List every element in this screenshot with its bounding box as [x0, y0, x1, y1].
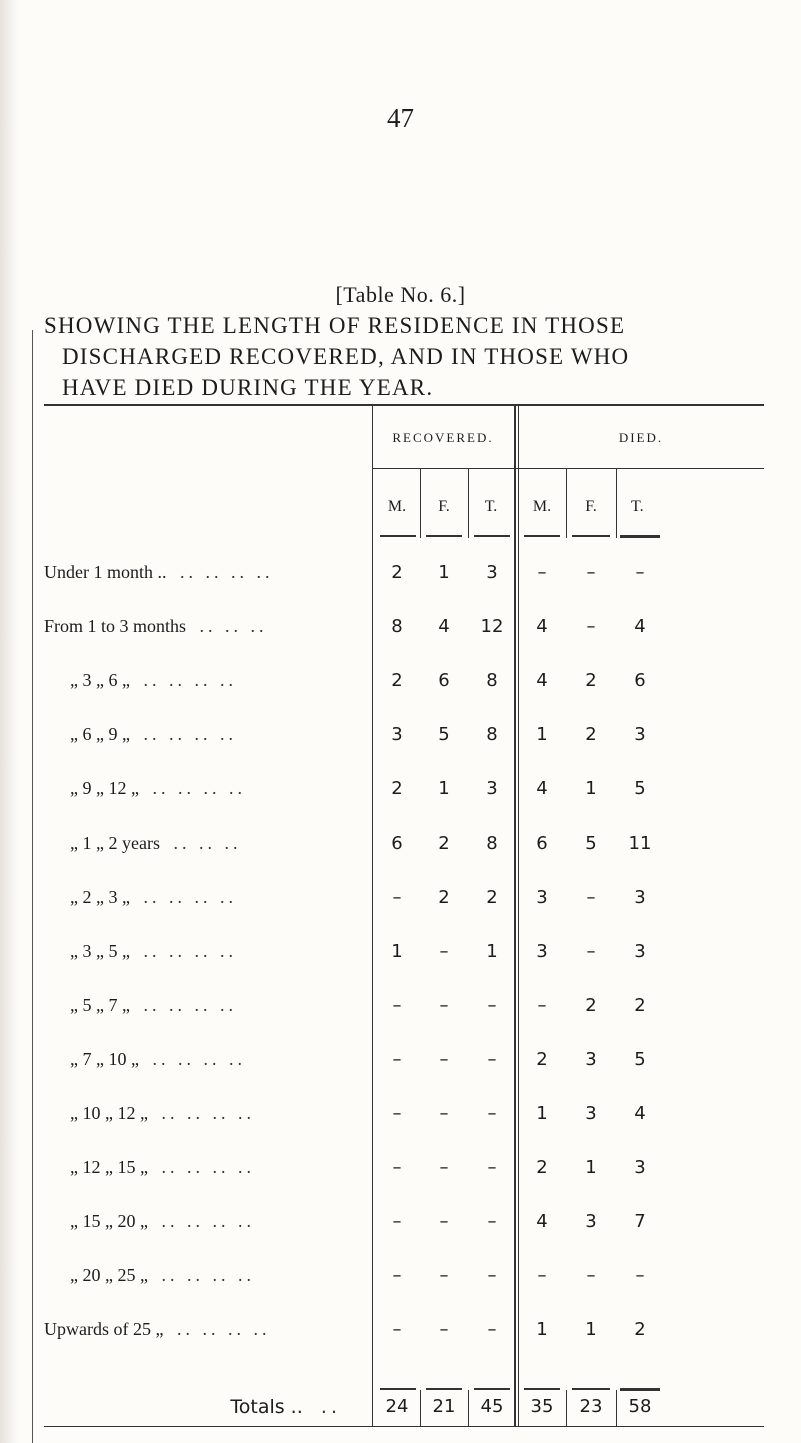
totals-recovered-t: 45 [480, 1396, 504, 1417]
row-label: Under 1 month .. .. .. .. .. [44, 562, 274, 582]
cell-recovered-t: 2 [486, 887, 498, 908]
cell-recovered-f: 1 [438, 778, 450, 799]
table-row [0, 562, 801, 592]
cell-died-m: 2 [536, 1049, 548, 1070]
cell-died-f: 1 [585, 1157, 597, 1178]
cell-recovered-m: 2 [391, 670, 403, 691]
cell-died-t: 3 [634, 941, 646, 962]
cell-recovered-f: – [439, 1265, 449, 1286]
col-header-recovered-m: M. [387, 498, 407, 515]
cell-died-f: – [586, 1265, 596, 1286]
totals-died-t: 58 [628, 1396, 652, 1417]
cell-died-t: – [635, 1265, 645, 1286]
cell-recovered-t: – [487, 995, 497, 1016]
row-label: „ 12 „ 15 „ .. .. .. .. [70, 1157, 255, 1177]
cell-died-m: 1 [536, 1103, 548, 1124]
cell-recovered-t: 3 [486, 562, 498, 583]
cell-recovered-t: – [487, 1103, 497, 1124]
cell-recovered-m: – [392, 887, 402, 908]
title-line-2: DISCHARGED RECOVERED, AND IN THOSE WHO [62, 344, 630, 369]
cell-recovered-m: – [392, 1103, 402, 1124]
cell-died-m: – [537, 1265, 547, 1286]
col-header-underline-4 [524, 535, 560, 537]
col-header-underline-2 [426, 535, 462, 537]
totals-underline-4 [524, 1388, 560, 1390]
cell-died-t: 6 [634, 670, 646, 691]
cell-died-t: 2 [634, 995, 646, 1016]
table-number: [Table No. 6.] [335, 282, 466, 307]
row-label: „ 5 „ 7 „ .. .. .. .. [70, 995, 237, 1015]
row-label: „ 10 „ 12 „ .. .. .. .. [70, 1103, 255, 1123]
cell-recovered-m: – [392, 995, 402, 1016]
cell-died-t: 5 [634, 1049, 646, 1070]
table-row [0, 1265, 801, 1295]
row-label: „ 15 „ 20 „ .. .. .. .. [70, 1211, 255, 1231]
row-label: „ 7 „ 10 „ .. .. .. .. [70, 1049, 246, 1069]
cell-recovered-t: 8 [486, 670, 498, 691]
totals-underline-5 [572, 1388, 610, 1390]
group-underline [372, 468, 764, 469]
cell-recovered-m: – [392, 1211, 402, 1232]
cell-recovered-t: – [487, 1319, 497, 1340]
cell-recovered-t: – [487, 1265, 497, 1286]
col-header-underline-5 [572, 535, 610, 537]
cell-died-f: – [586, 941, 596, 962]
cell-recovered-f: – [439, 941, 449, 962]
title-line-1: SHOWING THE LENGTH OF RESIDENCE IN THOSE [44, 313, 626, 338]
cell-died-m: 3 [536, 941, 548, 962]
cell-recovered-t: 3 [486, 778, 498, 799]
cell-died-f: 5 [585, 833, 597, 854]
cell-died-f: 3 [585, 1103, 597, 1124]
cell-died-t: 7 [634, 1211, 646, 1232]
table-row [0, 1103, 801, 1133]
cell-died-m: 2 [536, 1157, 548, 1178]
cell-died-f: – [586, 616, 596, 637]
row-label: „ 3 „ 6 „ .. .. .. .. [70, 670, 237, 690]
cell-recovered-t: 8 [486, 724, 498, 745]
cell-recovered-m: 3 [391, 724, 403, 745]
table-bottom-rule [44, 1426, 764, 1427]
cell-recovered-m: – [392, 1157, 402, 1178]
row-label: „ 20 „ 25 „ .. .. .. .. [70, 1265, 255, 1285]
totals-recovered-f: 21 [432, 1396, 456, 1417]
row-label: „ 3 „ 5 „ .. .. .. .. [70, 941, 237, 961]
row-label: „ 1 „ 2 years .. .. .. [70, 833, 242, 853]
cell-recovered-t: 1 [486, 941, 498, 962]
cell-recovered-m: 8 [391, 616, 403, 637]
col-header-underline-6 [620, 535, 660, 538]
cell-died-f: 2 [585, 724, 597, 745]
cell-died-m: – [537, 995, 547, 1016]
cell-died-m: 6 [536, 833, 548, 854]
cell-died-t: 4 [634, 1103, 646, 1124]
row-label: From 1 to 3 months .. .. .. [44, 616, 268, 636]
col-header-underline-3 [474, 535, 510, 537]
cell-died-m: 1 [536, 1319, 548, 1340]
totals-underline-2 [426, 1388, 462, 1390]
row-label: „ 9 „ 12 „ .. .. .. .. [70, 778, 246, 798]
cell-recovered-m: – [392, 1265, 402, 1286]
cell-recovered-m: 1 [391, 941, 403, 962]
table-row [0, 724, 801, 754]
cell-recovered-t: – [487, 1211, 497, 1232]
totals-died-f: 23 [579, 1396, 603, 1417]
cell-recovered-f: 4 [438, 616, 450, 637]
row-label: Upwards of 25 „ .. .. .. .. [44, 1319, 271, 1339]
cell-recovered-f: – [439, 1157, 449, 1178]
col-header-died-t: T. [631, 498, 644, 515]
table-top-rule [44, 404, 764, 406]
cell-died-t: 3 [634, 724, 646, 745]
cell-died-t: – [635, 562, 645, 583]
cell-died-f: 2 [585, 670, 597, 691]
cell-recovered-m: – [392, 1049, 402, 1070]
cell-died-m: 3 [536, 887, 548, 908]
cell-died-m: 4 [536, 616, 548, 637]
cell-recovered-t: – [487, 1049, 497, 1070]
cell-died-t: 5 [634, 778, 646, 799]
table-row [0, 1211, 801, 1241]
table-row [0, 995, 801, 1025]
col-header-died-f: F. [585, 498, 597, 515]
cell-recovered-f: 2 [438, 833, 450, 854]
table-row [0, 1319, 801, 1349]
cell-died-f: 1 [585, 778, 597, 799]
col-header-died-m: M. [532, 498, 552, 515]
cell-died-t: 11 [628, 833, 652, 854]
cell-recovered-m: – [392, 1319, 402, 1340]
cell-recovered-m: 6 [391, 833, 403, 854]
cell-recovered-f: 1 [438, 562, 450, 583]
cell-recovered-m: 2 [391, 778, 403, 799]
table-row [0, 670, 801, 700]
row-label: „ 6 „ 9 „ .. .. .. .. [70, 724, 237, 744]
table-row [0, 833, 801, 863]
title-line-3: HAVE DIED DURING THE YEAR. [62, 375, 434, 400]
totals-died-m: 35 [530, 1396, 554, 1417]
cell-died-f: 3 [585, 1049, 597, 1070]
cell-died-t: 3 [634, 887, 646, 908]
totals-underline-1 [380, 1388, 416, 1390]
cell-died-f: – [586, 887, 596, 908]
col-header-recovered-f: F. [438, 498, 450, 515]
cell-recovered-t: – [487, 1157, 497, 1178]
cell-died-t: 4 [634, 616, 646, 637]
cell-recovered-f: 6 [438, 670, 450, 691]
table-row [0, 1157, 801, 1187]
cell-died-f: 1 [585, 1319, 597, 1340]
table-row [0, 887, 801, 917]
table-title [44, 310, 764, 403]
died-group-header: DIED. [618, 430, 664, 445]
col-header-recovered-t: T. [484, 498, 498, 515]
table-row [0, 778, 801, 808]
cell-recovered-f: – [439, 995, 449, 1016]
cell-died-m: 4 [536, 778, 548, 799]
totals-label: Totals .. .. [230, 1396, 341, 1418]
cell-died-m: 1 [536, 724, 548, 745]
table-row [0, 941, 801, 971]
cell-recovered-f: – [439, 1211, 449, 1232]
cell-died-m: 4 [536, 670, 548, 691]
cell-recovered-f: 2 [438, 887, 450, 908]
cell-recovered-t: 8 [486, 833, 498, 854]
cell-recovered-f: – [439, 1319, 449, 1340]
cell-died-t: 2 [634, 1319, 646, 1340]
totals-underline-6 [620, 1388, 660, 1391]
cell-recovered-m: 2 [391, 562, 403, 583]
cell-died-f: 2 [585, 995, 597, 1016]
page-number: 47 [387, 103, 414, 133]
cell-died-m: 4 [536, 1211, 548, 1232]
cell-died-f: – [586, 562, 596, 583]
cell-died-f: 3 [585, 1211, 597, 1232]
cell-died-m: – [537, 562, 547, 583]
totals-row [0, 1396, 801, 1426]
row-label: „ 2 „ 3 „ .. .. .. .. [70, 887, 237, 907]
table-row [0, 616, 801, 646]
cell-recovered-t: 12 [480, 616, 504, 637]
cell-died-t: 3 [634, 1157, 646, 1178]
table-row [0, 1049, 801, 1079]
totals-recovered-m: 24 [385, 1396, 409, 1417]
cell-recovered-f: – [439, 1103, 449, 1124]
totals-underline-3 [474, 1388, 510, 1390]
cell-recovered-f: – [439, 1049, 449, 1070]
col-header-underline-1 [380, 535, 416, 537]
cell-recovered-f: 5 [438, 724, 450, 745]
recovered-group-header: RECOVERED. [392, 430, 494, 445]
